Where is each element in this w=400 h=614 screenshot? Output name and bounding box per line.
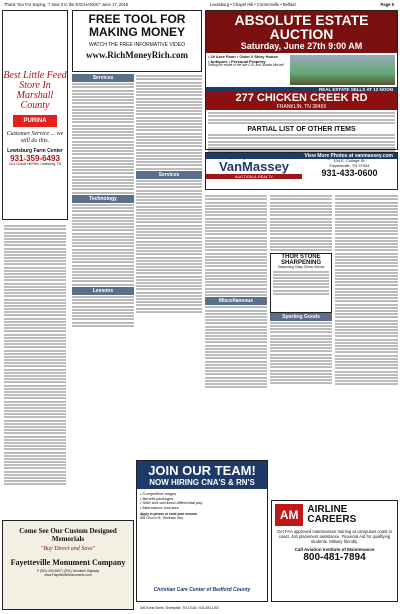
job-address: 835 Church St., Wartrace Hwy. (140, 516, 184, 521)
auction-ad (205, 10, 398, 150)
van-phone: 931-433-0600 (321, 168, 378, 179)
column-6-text (335, 195, 398, 385)
column-4 (205, 194, 267, 454)
partial-list-text (206, 134, 397, 152)
auction-title: ABSOLUTE ESTATE AUCTION (234, 12, 369, 42)
misc-text (205, 306, 267, 388)
auction-bullet-2: • Antiques • Personal Property (208, 58, 266, 64)
technology-text (72, 204, 134, 286)
money-ad (72, 10, 202, 72)
classified-text-block (4, 224, 66, 487)
section-sporting: Sporting Goods (270, 313, 332, 321)
store-phone: 931-359-6493 (10, 154, 60, 163)
airline-careers: AIRLINE CAREERS (307, 504, 357, 525)
auction-bullet-1: • 20 Acre Farm • Older 2 Story House (208, 54, 278, 59)
page-header (0, 0, 400, 9)
job-bullet-2: • Benefit packages (140, 495, 174, 501)
thor-stone-text (271, 271, 331, 295)
page-number: Page 5 (380, 2, 394, 7)
partial-list-heading: PARTIAL LIST OF OTHER ITEMS (247, 125, 356, 133)
auction-desc (206, 110, 397, 126)
monument-tag: "Buy Direct and Save" (40, 546, 96, 552)
monument-heading: Come See Our Custom Designed Memorials (19, 527, 117, 543)
van-address-1: 104 E. College St. (333, 158, 366, 163)
house-photo (290, 55, 395, 85)
column-5 (270, 194, 332, 434)
monument-ad (2, 520, 134, 610)
money-ad-url[interactable]: www.RichMoneyRich.com (86, 50, 188, 60)
section-lessons: Lessons (72, 287, 134, 295)
header-left: Thank You For Saying, "I Saw It in the EXCHANGE" June 17, 2015 (4, 2, 129, 7)
van-massey-sub: AUCTION & REALTY (206, 174, 302, 179)
auction-banner (206, 11, 397, 53)
feed-store-ad (2, 10, 68, 220)
customer-service-text: Customer Service ... we still do this. (6, 131, 64, 144)
store-name: Lewisburg Farm Center (7, 148, 63, 154)
aviation-text: Get FAA approved maintenance training at campuses coast to coast. Job placement assistance. Financial Aid for qualifying students. Military friendly. (277, 529, 392, 544)
job-apply: Apply in person or send your resume: (140, 512, 198, 517)
auction-address: 277 CHICKEN CREEK RD (235, 92, 368, 104)
job-bullet-1: • Competitive wages (140, 491, 177, 496)
section-technology: Technology (72, 195, 134, 203)
monument-phones: P (931) 433-6697 | (931) Volunteer Highway (36, 569, 100, 573)
thor-stone-title: THOR STONE SHARPENING (280, 253, 321, 266)
job-sub: NOW HIRING CNA'S & RN'S (149, 478, 255, 487)
money-ad-sub: WATCH THE FREE INFORMATIVE VIDEO (89, 42, 185, 48)
column-5-text (270, 195, 332, 251)
job-center: Christian Care Center of Bedford County (153, 587, 251, 593)
column-3 (136, 74, 202, 444)
job-bullet-4: • Attendance bonuses (140, 504, 179, 510)
services-text (72, 83, 134, 193)
auction-seller: Selling the estate of the late O.B. and Juanita Mitchell (208, 63, 284, 68)
real-estate-note: REAL ESTATE SELLS AT 12 NOON (206, 87, 397, 92)
thor-stone-ad (270, 253, 332, 313)
van-massey-web[interactable]: View More Photos at vanmassey.com (206, 153, 397, 159)
column-3-text (136, 75, 202, 169)
van-massey-ad (205, 152, 398, 190)
page-footer: 305 Ezeal Street, Shelbyville, TN 37160 • 931-684-1200 (140, 606, 220, 610)
job-ad (136, 460, 268, 602)
aviation-ad (271, 500, 398, 602)
aim-logo: AM (275, 504, 303, 526)
monument-name: Fayetteville Monument Company (10, 558, 126, 567)
feed-store-title: Best Little Feed Store In Marshall County (3, 70, 67, 111)
aviation-call: Call Aviation Institute of Maintenance (294, 547, 375, 552)
job-title: JOIN OUR TEAM! (148, 463, 256, 478)
store-address: 1111 Chapel Hill Pike, Lewisburg, TN (8, 162, 62, 166)
lessons-text (72, 296, 134, 327)
auction-city: FRANKLIN, TN 38459 (276, 104, 327, 110)
header-center: Lewisburg • Chapel Hill • Cornersville • Belfast (210, 2, 296, 7)
van-massey-logo: VanMassey (218, 159, 290, 174)
aviation-phone: 800-481-7894 (303, 552, 366, 563)
job-bullet-3: • Shift and weekend differential pay (140, 500, 203, 506)
van-address-2: Fayetteville, TN 37334 (329, 162, 370, 168)
money-ad-title: FREE TOOL FOR MAKING MONEY (88, 12, 186, 39)
section-miscellaneous: Miscellaneous (205, 297, 267, 305)
thor-stone-sub: Sharpening Sharp Sheep Shears (277, 264, 325, 269)
column-4-text (205, 195, 267, 296)
section-services: Services (72, 74, 134, 82)
section-services-2: Services (136, 171, 202, 179)
column-6 (335, 194, 398, 454)
sporting-text (270, 322, 332, 385)
services-2-text (136, 180, 202, 313)
purina-logo: PURINA (13, 115, 57, 127)
monument-web[interactable]: www.FayettevilleMonuments.com (44, 572, 92, 577)
auction-date: Saturday, June 27th 9:00 AM (240, 41, 363, 51)
